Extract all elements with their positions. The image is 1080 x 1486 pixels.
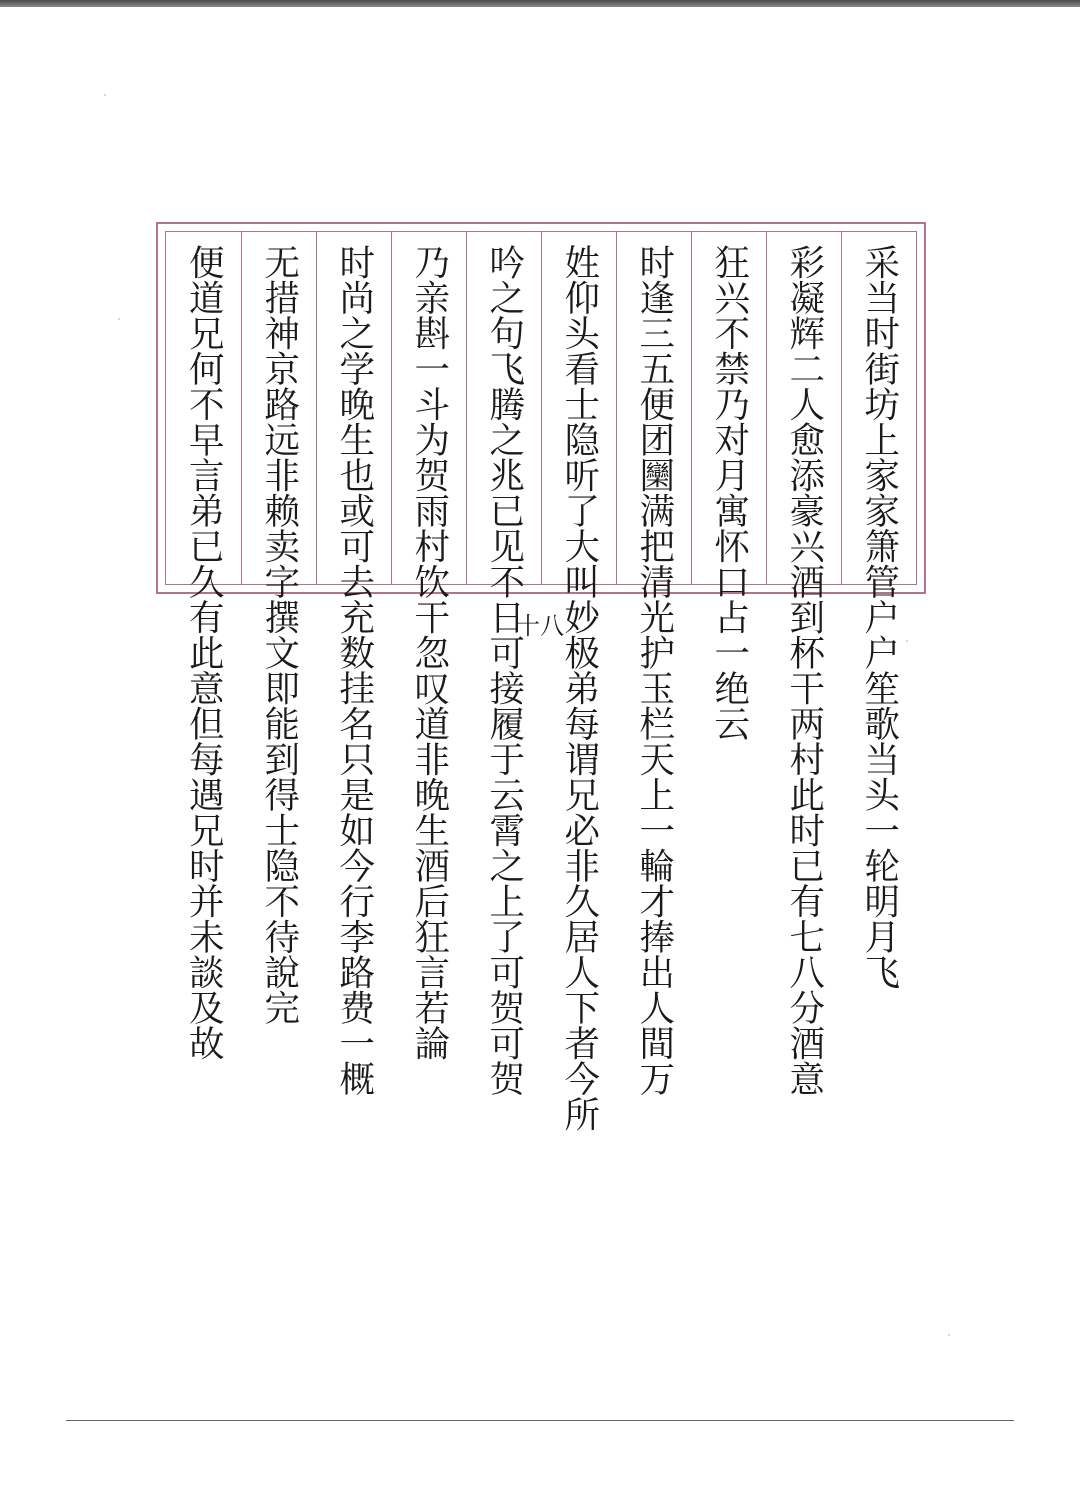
text-column-2: [766, 232, 841, 1096]
column-text: 乃亲斟一斗为贺雨村饮干忽叹道非晚生酒后狂言若論: [408, 244, 450, 1061]
text-column-9: [241, 232, 316, 1025]
column-text: 采当时街坊上家家箫管户户笙歌当头一轮明月飞: [858, 244, 900, 990]
column-text: 无措神京路远非赖卖字撰文即能到得士隐不待說完: [258, 244, 300, 1025]
text-column-8: [316, 232, 391, 1096]
scan-speck: [906, 640, 908, 642]
text-column-3: [691, 232, 766, 741]
column-text: 彩凝辉二人愈添豪兴酒到杯干两村此时已有七八分酒意: [783, 244, 825, 1096]
column-text: 便道兄何不早言弟已久有此意但每遇兄时并未談及故: [183, 244, 225, 1061]
scan-speck: [948, 1334, 950, 1336]
text-column-5: [541, 232, 616, 1132]
column-text: 吟之句飞腾之兆已见不日可接履于云霄之上了可贺可贺: [483, 244, 525, 1096]
column-text: 狂兴不禁乃对月寓怀口占一绝云: [708, 244, 750, 741]
scan-speck: [104, 94, 106, 96]
bottom-divider: [66, 1420, 1014, 1421]
column-text: 时逢三五便团圞满把清光护玉栏天上一輪才捧出人間万: [633, 244, 675, 1096]
page-number: 十八: [516, 612, 564, 640]
text-column-1: [841, 232, 916, 990]
text-column-10: [166, 232, 241, 1061]
column-text: 时尚之学晚生也或可去充数挂名只是如今行李路费一概: [333, 244, 375, 1096]
scan-top-edge: [0, 0, 1080, 7]
column-text: 姓仰头看士隐听了大叫妙极弟每谓兄必非久居人下者今所: [558, 244, 600, 1132]
text-column-7: [391, 232, 466, 1061]
scan-speck: [118, 318, 120, 320]
text-column-4: [616, 232, 691, 1096]
